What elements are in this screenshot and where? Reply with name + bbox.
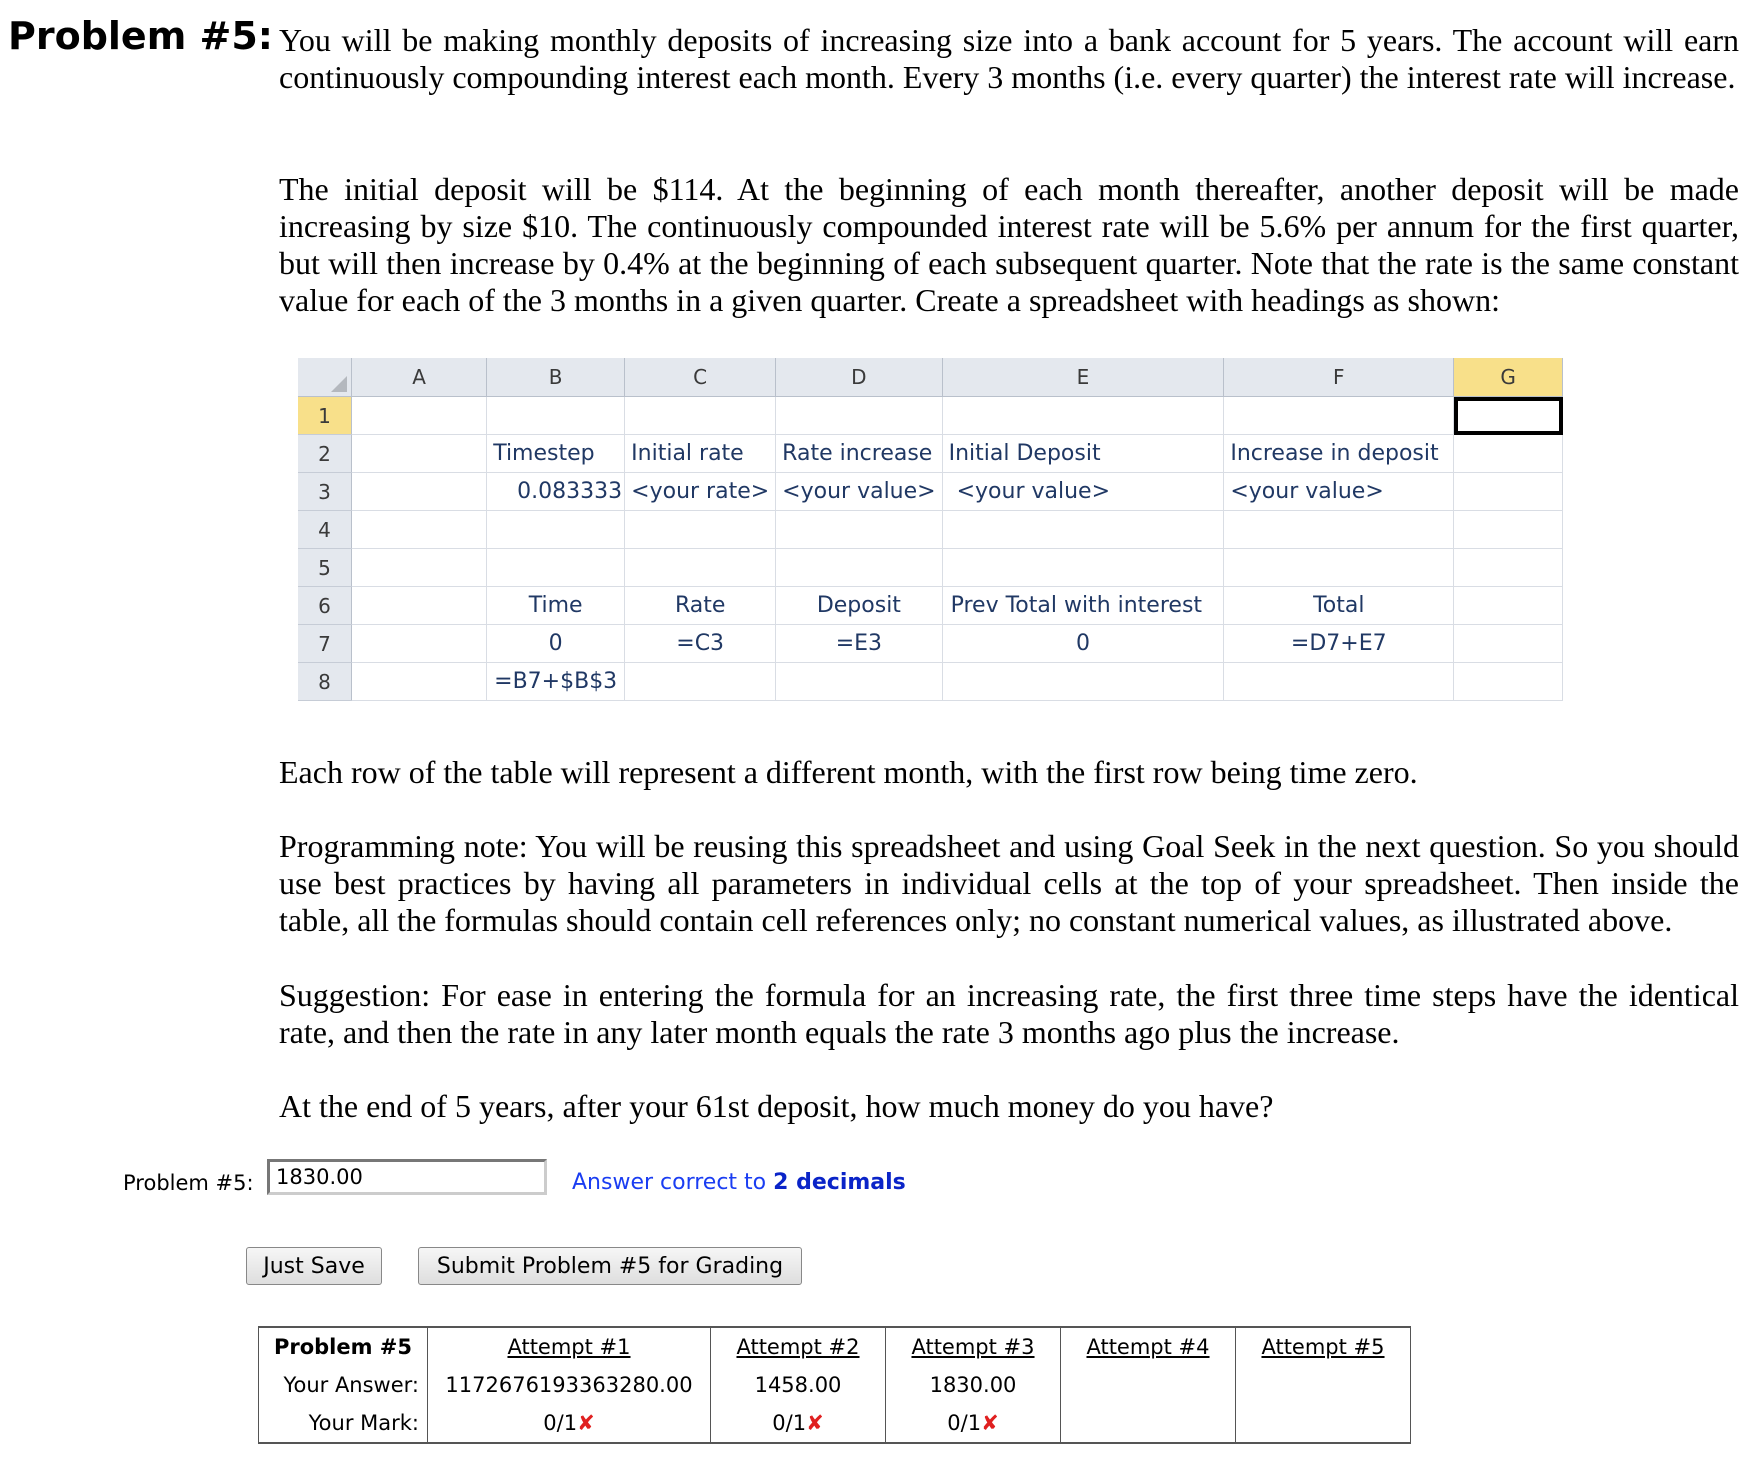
problem-title: Problem #5: <box>8 14 273 58</box>
cell-e7: 0 <box>942 625 1224 663</box>
attempt-2-link[interactable]: Attempt #2 <box>736 1335 860 1359</box>
cell-b3: 0.083333 <box>487 473 625 511</box>
cell-b6: Time <box>487 587 625 625</box>
row-header-1: 1 <box>298 397 351 435</box>
attempts-table <box>258 1326 1411 1444</box>
column-header-d: D <box>776 358 942 397</box>
answer-hint-decimals: 2 decimals <box>773 1170 906 1195</box>
column-header-g: G <box>1454 358 1563 397</box>
column-header-a: A <box>351 358 486 397</box>
cell-c2: Initial rate <box>625 435 776 473</box>
problem-paragraph-intro: You will be making monthly deposits of increasing size into a bank account for 5 years. The account will earn continuously compounding interest each month. Every 3 months (i.e. every quarter) the interest rate will increase. <box>279 22 1739 95</box>
incorrect-x-icon: ✘ <box>806 1411 824 1435</box>
attempt-1-mark <box>428 1404 711 1443</box>
column-header-c: C <box>625 358 776 397</box>
attempt-4-link[interactable]: Attempt #4 <box>1086 1335 1210 1359</box>
just-save-button[interactable]: Just Save <box>246 1247 382 1285</box>
attempt-3-answer: 1830.00 <box>886 1366 1061 1404</box>
column-header-f: F <box>1224 358 1454 397</box>
cell-c3: <your rate> <box>625 473 776 511</box>
attempt-2-answer: 1458.00 <box>711 1366 886 1404</box>
submit-for-grading-button[interactable]: Submit Problem #5 for Grading <box>418 1247 802 1285</box>
attempt-1-mark-value: 0/1 <box>543 1411 578 1435</box>
problem-paragraph-rows: Each row of the table will represent a different month, with the first row being time zero. <box>279 754 1418 790</box>
cell-f2: Increase in deposit <box>1224 435 1454 473</box>
cell-c7: =C3 <box>625 625 776 663</box>
attempt-1-answer: 1172676193363280.00 <box>428 1366 711 1404</box>
cell-b8: =B7+$B$3 <box>487 663 625 701</box>
column-header-b: B <box>487 358 625 397</box>
answer-hint-text: Answer correct to <box>572 1170 767 1195</box>
row-header-6: 6 <box>298 587 351 625</box>
row-header-3: 3 <box>298 473 351 511</box>
cell-d6: Deposit <box>776 587 942 625</box>
cell-b7: 0 <box>487 625 625 663</box>
attempt-4-mark <box>1061 1404 1236 1443</box>
cell-f3: <your value> <box>1224 473 1454 511</box>
answer-input[interactable] <box>267 1159 547 1195</box>
incorrect-x-icon: ✘ <box>577 1411 595 1435</box>
cell-d2: Rate increase <box>776 435 942 473</box>
column-header-e: E <box>942 358 1224 397</box>
your-answer-label: Your Answer: <box>259 1366 428 1404</box>
attempt-2-mark <box>711 1404 886 1443</box>
row-header-8: 8 <box>298 663 351 701</box>
attempt-5-mark <box>1236 1404 1411 1443</box>
sheet-corner <box>298 358 351 397</box>
row-header-2: 2 <box>298 435 351 473</box>
cell-d3: <your value> <box>776 473 942 511</box>
attempt-3-mark <box>886 1404 1061 1443</box>
incorrect-x-icon: ✘ <box>981 1411 999 1435</box>
attempt-5-link[interactable]: Attempt #5 <box>1261 1335 1385 1359</box>
cell-d7: =E3 <box>776 625 942 663</box>
cell-c6: Rate <box>625 587 776 625</box>
active-cell-g1 <box>1454 397 1563 435</box>
row-header-7: 7 <box>298 625 351 663</box>
problem-paragraph-suggestion: Suggestion: For ease in entering the formula for an increasing rate, the first three time steps have the identical rate, and then the rate in any later month equals the rate 3 months ago plus the increase. <box>279 977 1739 1050</box>
problem-paragraph-programming-note: Programming note: You will be reusing this spreadsheet and using Goal Seek in the next question. So you should use best practices by having all parameters in individual cells at the top of your spreadsheet. Then inside the table, all the formulas should contain cell references only; no constant numerical values, as illustrated above. <box>279 828 1739 938</box>
problem-question: At the end of 5 years, after your 61st deposit, how much money do you have? <box>279 1088 1274 1124</box>
answer-hint <box>572 1170 906 1195</box>
attempt-4-answer <box>1061 1366 1236 1404</box>
cell-e2: Initial Deposit <box>942 435 1224 473</box>
cell-e3: <your value> <box>942 473 1224 511</box>
cell-f7: =D7+E7 <box>1224 625 1454 663</box>
row-header-5: 5 <box>298 549 351 587</box>
attempt-3-link[interactable]: Attempt #3 <box>911 1335 1035 1359</box>
cell-e6: Prev Total with interest <box>942 587 1224 625</box>
cell-b2: Timestep <box>487 435 625 473</box>
attempt-2-mark-value: 0/1 <box>772 1411 807 1435</box>
cell-f6: Total <box>1224 587 1454 625</box>
attempt-1-link[interactable]: Attempt #1 <box>507 1335 631 1359</box>
problem-paragraph-details: The initial deposit will be $114. At the beginning of each month thereafter, another deposit will be made increasing by size $10. The continuously compounded interest rate will be 5.6% per annum for the first quarter, but will then increase by 0.4% at the beginning of each subsequent quarter. Note that the rate is the same constant value for each of the 3 months in a given quarter. Create a spreadsheet with headings as shown: <box>279 171 1739 318</box>
answer-label: Problem #5: <box>123 1171 254 1195</box>
spreadsheet-image <box>298 358 1563 710</box>
attempts-header: Problem #5 <box>259 1327 428 1366</box>
row-header-4: 4 <box>298 511 351 549</box>
attempt-5-answer <box>1236 1366 1411 1404</box>
attempt-3-mark-value: 0/1 <box>947 1411 982 1435</box>
your-mark-label: Your Mark: <box>259 1404 428 1443</box>
